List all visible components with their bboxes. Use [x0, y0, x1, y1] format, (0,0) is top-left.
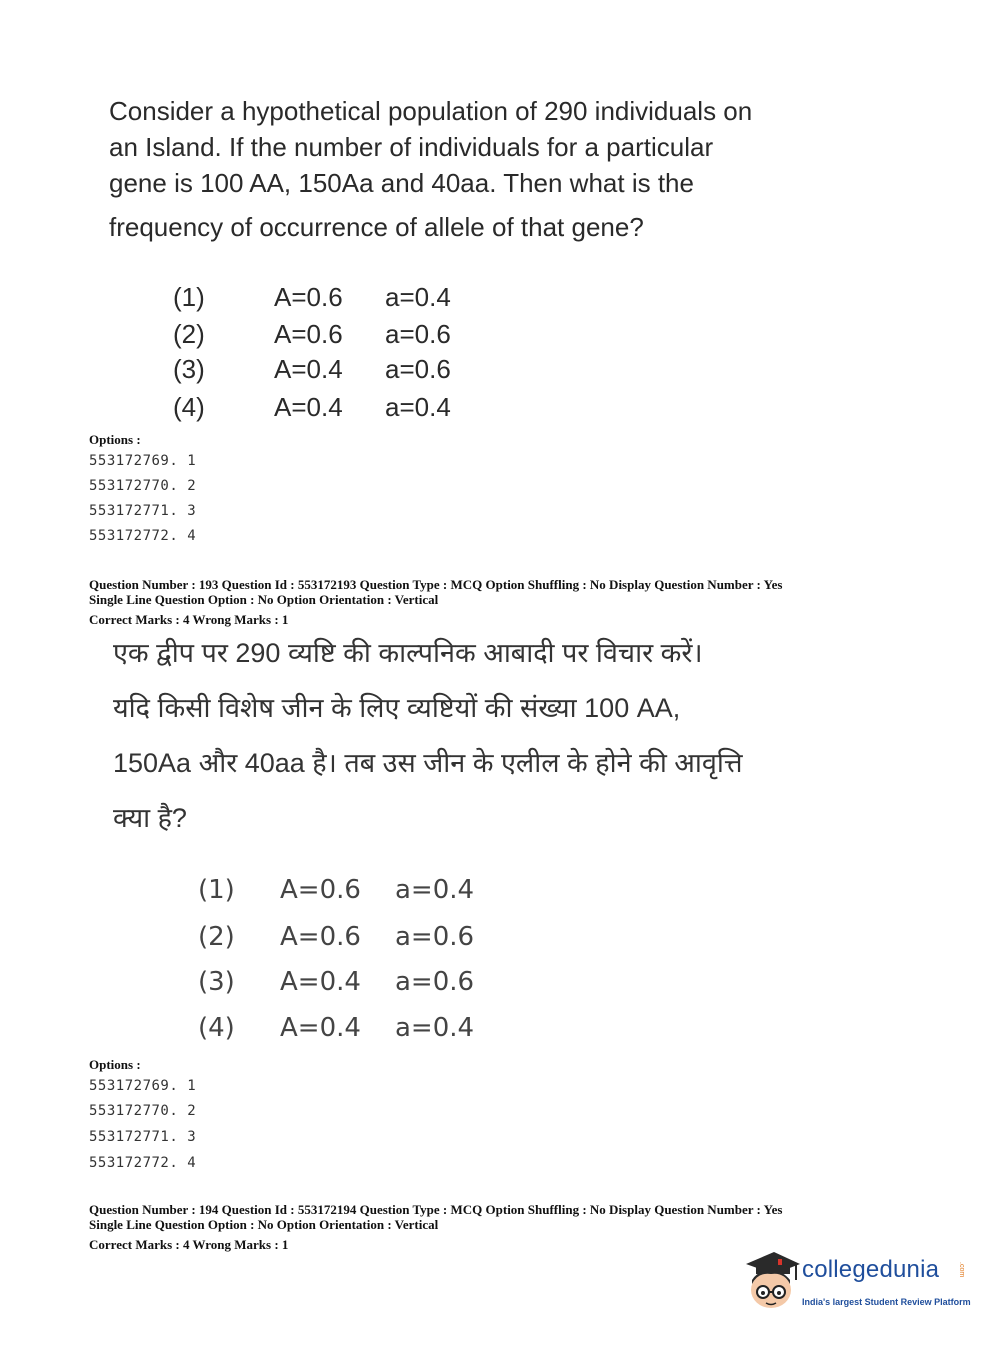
- collegedunia-logo: [740, 1248, 970, 1318]
- logo-wordmark: collegedunia: [802, 1256, 940, 1283]
- option-id: 553172771. 3: [89, 1129, 197, 1145]
- choice-number: (3): [198, 967, 235, 997]
- choice-number: (2): [198, 922, 235, 952]
- choice-value-a: a=0.6: [385, 319, 451, 349]
- choice-value-A: A=0.6: [280, 922, 361, 952]
- options-label: Options :: [89, 432, 141, 447]
- choice-value-a: a=0.6: [395, 967, 475, 997]
- option-id: 553172769. 1: [89, 453, 197, 469]
- choice-number: (4): [198, 1013, 235, 1043]
- choice-value-a: a=0.4: [385, 282, 451, 312]
- choice-value-A: A=0.6: [274, 282, 343, 312]
- choice-value-A: A=0.6: [274, 319, 343, 349]
- meta-line: Correct Marks : 4 Wrong Marks : 1: [89, 1237, 289, 1252]
- question-line: यदि किसी विशेष जीन के लिए व्यष्टियों की संख्या 100 AA,: [113, 693, 681, 723]
- meta-line: Correct Marks : 4 Wrong Marks : 1: [89, 612, 289, 627]
- option-id: 553172770. 2: [89, 1103, 197, 1119]
- choice-value-A: A=0.4: [274, 354, 343, 384]
- question-line: एक द्वीप पर 290 व्यष्टि की काल्पनिक आबादी पर विचार करें।: [113, 638, 703, 668]
- options-label: Options :: [89, 1057, 141, 1072]
- mascot-icon: [740, 1250, 802, 1314]
- choice-value-a: a=0.6: [395, 922, 475, 952]
- option-id: 553172772. 4: [89, 1155, 197, 1171]
- choice-value-a: a=0.4: [395, 1013, 475, 1043]
- question-line: क्या है?: [113, 803, 187, 833]
- choice-value-A: A=0.4: [274, 392, 343, 422]
- question-text-english: [109, 92, 829, 246]
- meta-line: Single Line Question Option : No Option Orientation : Vertical: [89, 1217, 439, 1232]
- meta-line: Single Line Question Option : No Option Orientation : Vertical: [89, 592, 439, 607]
- choice-value-a: a=0.4: [395, 875, 475, 905]
- question-line: Consider a hypothetical population of 290 individuals on: [109, 96, 753, 126]
- choice-number: (1): [173, 282, 205, 312]
- meta-line: Question Number : 193 Question Id : 553172193 Question Type : MCQ Option Shuffling : No Display Question Number : Yes: [89, 577, 783, 592]
- choice-number: (2): [173, 319, 205, 349]
- choice-number: (3): [173, 354, 205, 384]
- option-id: 553172769. 1: [89, 1078, 197, 1094]
- choice-value-A: A=0.6: [280, 875, 361, 905]
- question-line: frequency of occurrence of allele of that gene?: [109, 212, 644, 242]
- question-meta-194: [89, 1202, 782, 1252]
- choice-number: (4): [173, 392, 205, 422]
- question-meta-193: [89, 577, 782, 627]
- logo-com: .com: [958, 1262, 965, 1278]
- question-line: gene is 100 AA, 150Aa and 40aa. Then what is the: [109, 168, 694, 198]
- choice-value-A: A=0.4: [280, 967, 361, 997]
- option-id: 553172772. 4: [89, 528, 197, 544]
- question-line: 150Aa और 40aa है। तब उस जीन के एलील के होने की आवृत्ति: [113, 748, 743, 778]
- option-id: 553172771. 3: [89, 503, 197, 519]
- choice-value-a: a=0.4: [385, 392, 451, 422]
- meta-line: Question Number : 194 Question Id : 553172194 Question Type : MCQ Option Shuffling : No Display Question Number : Yes: [89, 1202, 783, 1217]
- option-id: 553172770. 2: [89, 478, 197, 494]
- logo-tagline: India's largest Student Review Platform: [802, 1297, 971, 1307]
- choice-value-A: A=0.4: [280, 1013, 361, 1043]
- question-line: an Island. If the number of individuals for a particular: [109, 132, 714, 162]
- choice-number: (1): [198, 875, 235, 905]
- choice-value-a: a=0.6: [385, 354, 451, 384]
